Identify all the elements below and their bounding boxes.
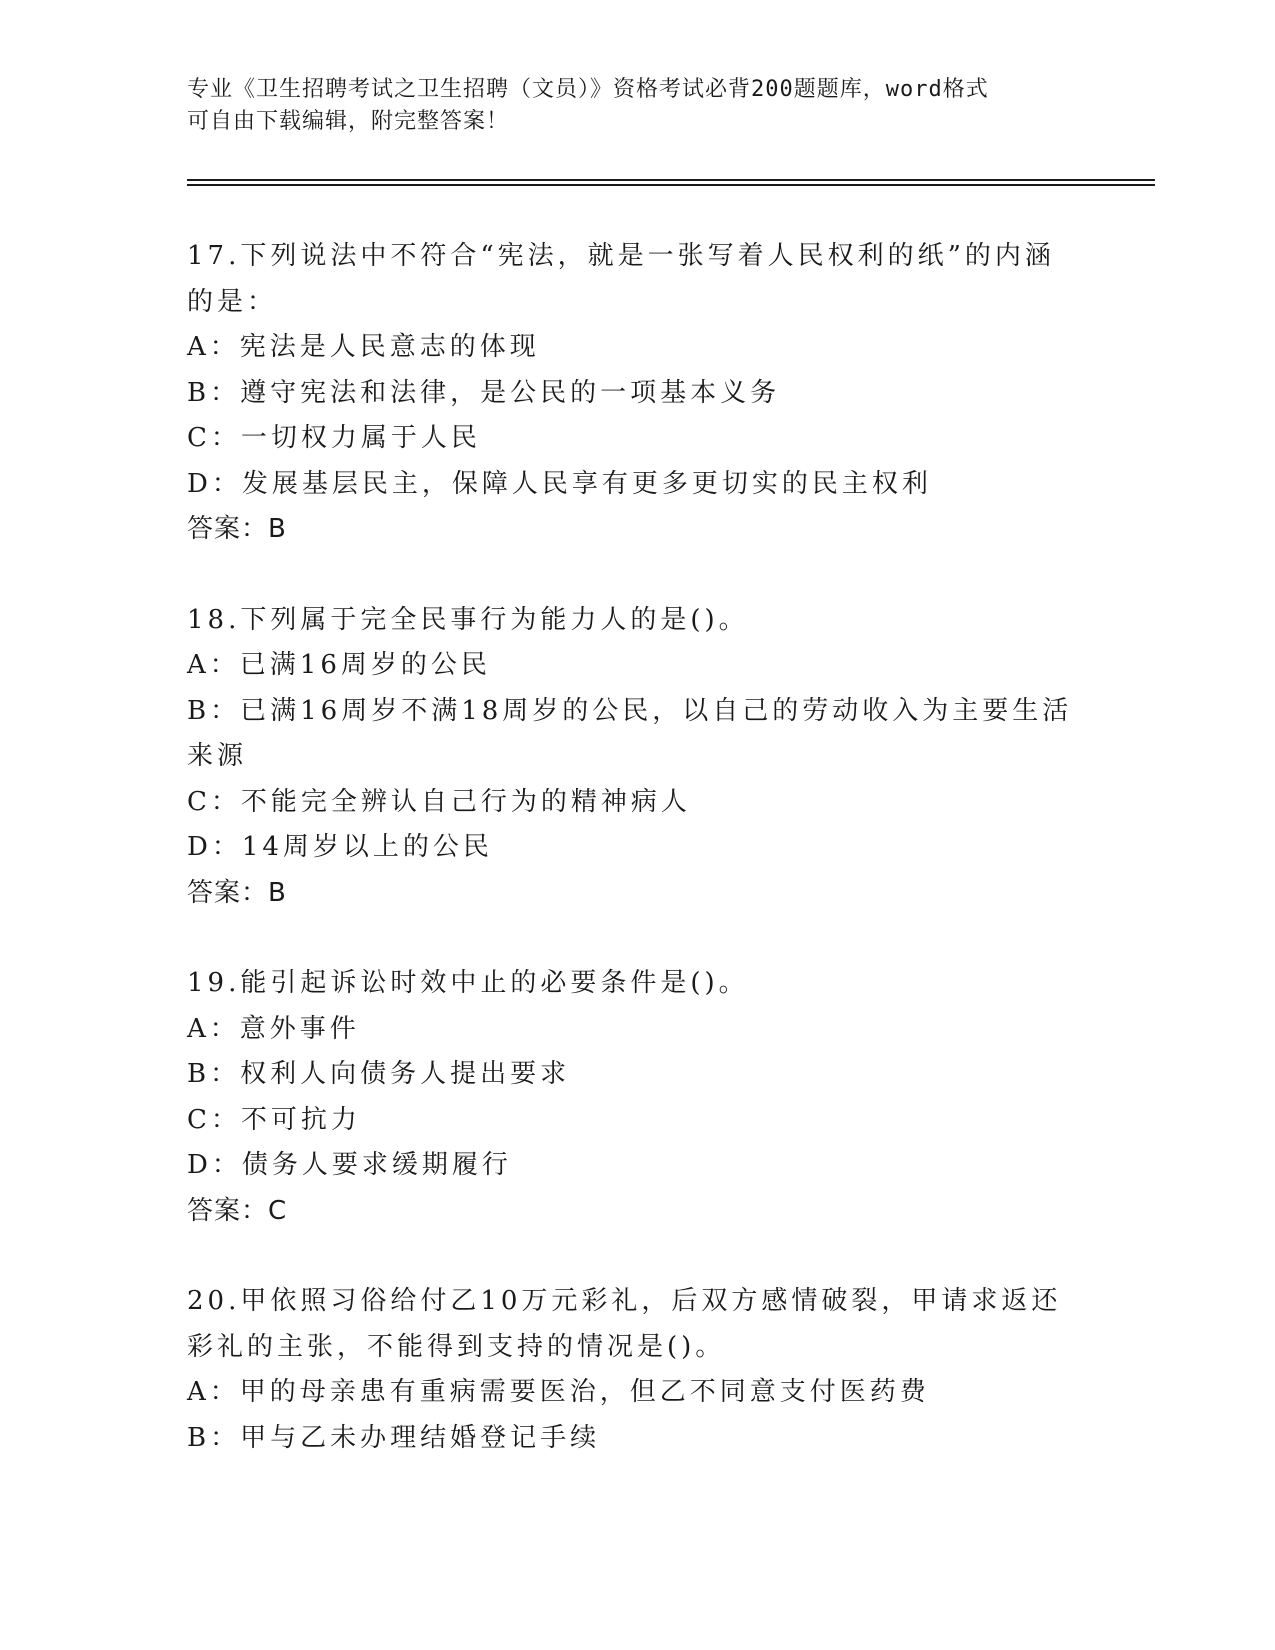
option-b: B：甲与乙未办理结婚登记手续 bbox=[187, 1422, 601, 1453]
option-c: C：一切权力属于人民 bbox=[187, 423, 481, 453]
option-c: C：不能完全辨认自己行为的精神病人 bbox=[187, 786, 691, 817]
header-divider-bottom bbox=[187, 184, 1155, 186]
question-text: 20.甲依照习俗给付乙10万元彩礼，后双方感情破裂，甲请求返还彩礼的主张，不能得到支持的情况是()。 bbox=[187, 1286, 1062, 1362]
option-b: B：已满16周岁不满18周岁的公民，以自己的劳动收入为主要生活来源 bbox=[187, 695, 1073, 771]
option-b: B：权利人向债务人提出要求 bbox=[187, 1059, 571, 1089]
question-18 bbox=[187, 598, 1077, 917]
question-20 bbox=[187, 1279, 1077, 1461]
option-c: C：不可抗力 bbox=[187, 1104, 361, 1135]
question-text: 17.下列说法中不符合“宪法，就是一张写着人民权利的纸”的内涵的是： bbox=[187, 241, 1055, 317]
option-a: A：甲的母亲患有重病需要医治，但乙不同意支付医药费 bbox=[187, 1377, 930, 1407]
question-text: 19.能引起诉讼时效中止的必要条件是()。 bbox=[187, 968, 749, 998]
option-d: D：发展基层民主，保障人民享有更多更切实的民主权利 bbox=[187, 468, 932, 499]
option-a: A：已满16周岁的公民 bbox=[187, 650, 491, 680]
answer-line: 答案：B bbox=[187, 877, 287, 908]
option-a: A：宪法是人民意志的体现 bbox=[187, 332, 540, 362]
question-text: 18.下列属于完全民事行为能力人的是()。 bbox=[187, 604, 749, 635]
header-title-line-1: 专业《卫生招聘考试之卫生招聘（文员）》资格考试必背200题题库，word格式 bbox=[187, 77, 989, 102]
header-title-line-2: 可自由下载编辑，附完整答案！ bbox=[187, 109, 510, 134]
option-d: D：14周岁以上的公民 bbox=[187, 832, 493, 862]
answer-line: 答案：B bbox=[187, 514, 287, 544]
header-divider-top bbox=[187, 179, 1155, 181]
answer-line: 答案：C bbox=[187, 1195, 288, 1226]
option-d: D：债务人要求缓期履行 bbox=[187, 1150, 512, 1180]
document-header bbox=[187, 74, 1067, 138]
question-19 bbox=[187, 961, 1077, 1234]
question-17 bbox=[187, 234, 1077, 553]
option-b: B：遵守宪法和法律，是公民的一项基本义务 bbox=[187, 377, 781, 408]
question-list bbox=[187, 234, 1077, 1506]
option-a: A：意外事件 bbox=[187, 1013, 360, 1044]
